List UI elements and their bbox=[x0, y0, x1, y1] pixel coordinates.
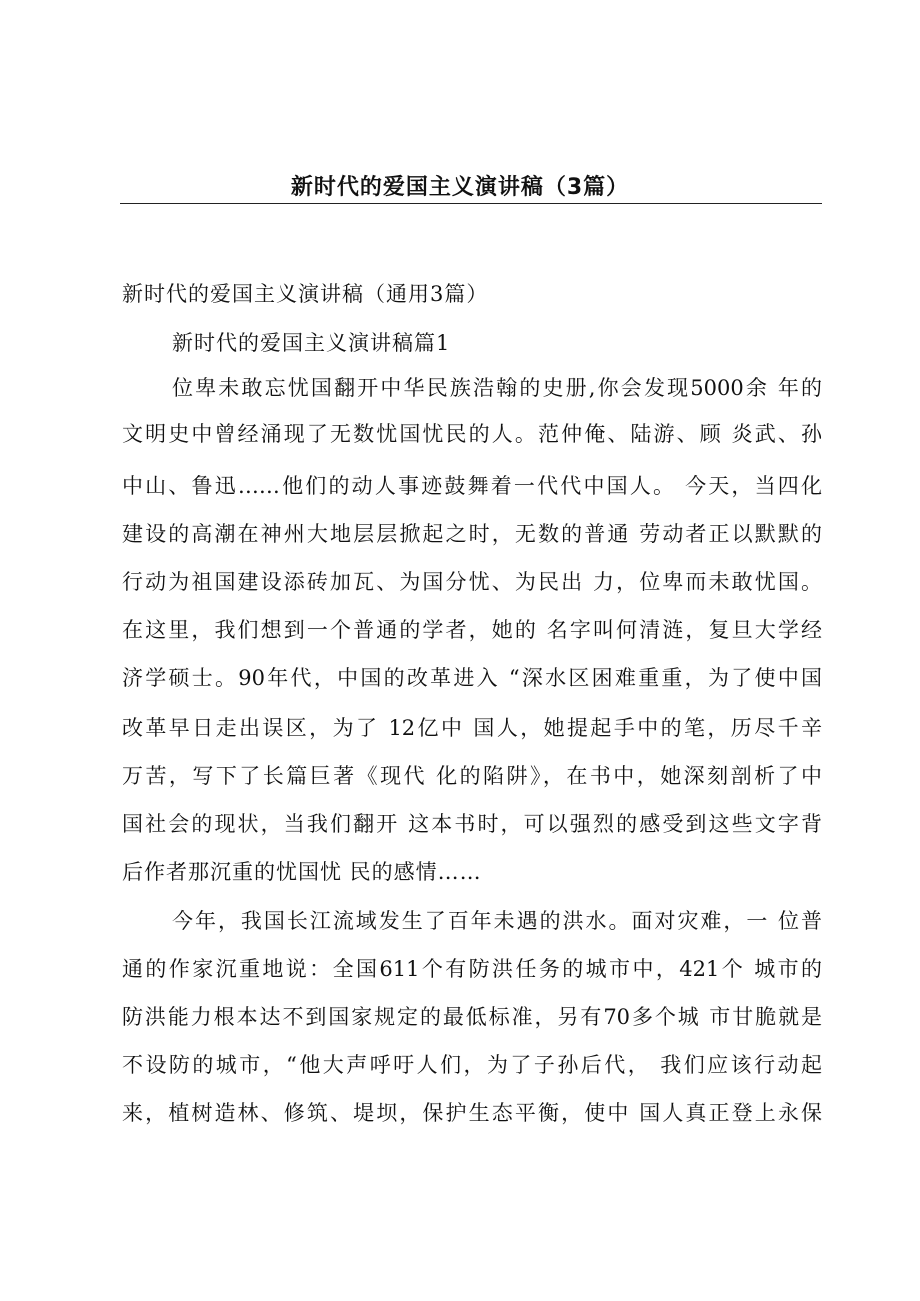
body-line: 改革早日走出误区，为了 12亿中 国人，她提起手中的笔，历尽千辛 bbox=[122, 716, 822, 740]
body-line: 来，植树造林、修筑、堤坝，保护生态平衡，使中 国人真正登上永保 bbox=[122, 1101, 822, 1125]
body-line: 防洪能力根本达不到国家规定的最低标准，另有70多个城 市甘脆就是 bbox=[122, 1005, 822, 1029]
body-line: 国社会的现状，当我们翻开 这本书时，可以强烈的感受到这些文字背 bbox=[122, 812, 822, 836]
body-line: 中山、鲁迅……他们的动人事迹鼓舞着一代代中国人。 今天，当四化 bbox=[122, 474, 822, 498]
body-line: 不设防的城市，“他大声呼吁人们，为了子孙后代， 我们应该行动起 bbox=[122, 1053, 822, 1077]
body-line: 万苦，写下了长篇巨著《现代 化的陷阱》，在书中，她深刻剖析了中 bbox=[122, 764, 822, 788]
document-subtitle: 新时代的爱国主义演讲稿（通用3篇） bbox=[122, 282, 489, 306]
body-line: 在这里，我们想到一个普通的学者，她的 名字叫何清涟，复旦大学经 bbox=[122, 618, 822, 642]
body-line: 位卑未敢忘忧国翻开中华民族浩翰的史册,你会发现5000余 年的 bbox=[172, 376, 822, 400]
body-line: 后作者那沉重的忧国忧 民的感情…… bbox=[122, 860, 482, 884]
body-line: 通的作家沉重地说：全国611个有防洪任务的城市中，421个 城市的 bbox=[122, 957, 822, 981]
title-underline bbox=[120, 203, 822, 204]
section-heading: 新时代的爱国主义演讲稿篇1 bbox=[172, 331, 451, 355]
document-title: 新时代的爱国主义演讲稿（3篇） bbox=[290, 175, 630, 200]
body-line: 行动为祖国建设添砖加瓦、为国分忧、为民出 力，位卑而未敢忧国。 bbox=[122, 570, 822, 594]
body-line: 今年，我国长江流域发生了百年未遇的洪水。面对灾难，一 位普 bbox=[172, 909, 822, 933]
body-line: 建设的高潮在神州大地层层掀起之时，无数的普通 劳动者正以默默的 bbox=[122, 522, 822, 546]
body-line: 文明史中曾经涌现了无数忧国忧民的人。范仲俺、陆游、顾 炎武、孙 bbox=[122, 422, 822, 446]
body-line: 济学硕士。90年代，中国的改革进入 “深水区困难重重，为了使中国 bbox=[122, 666, 822, 690]
